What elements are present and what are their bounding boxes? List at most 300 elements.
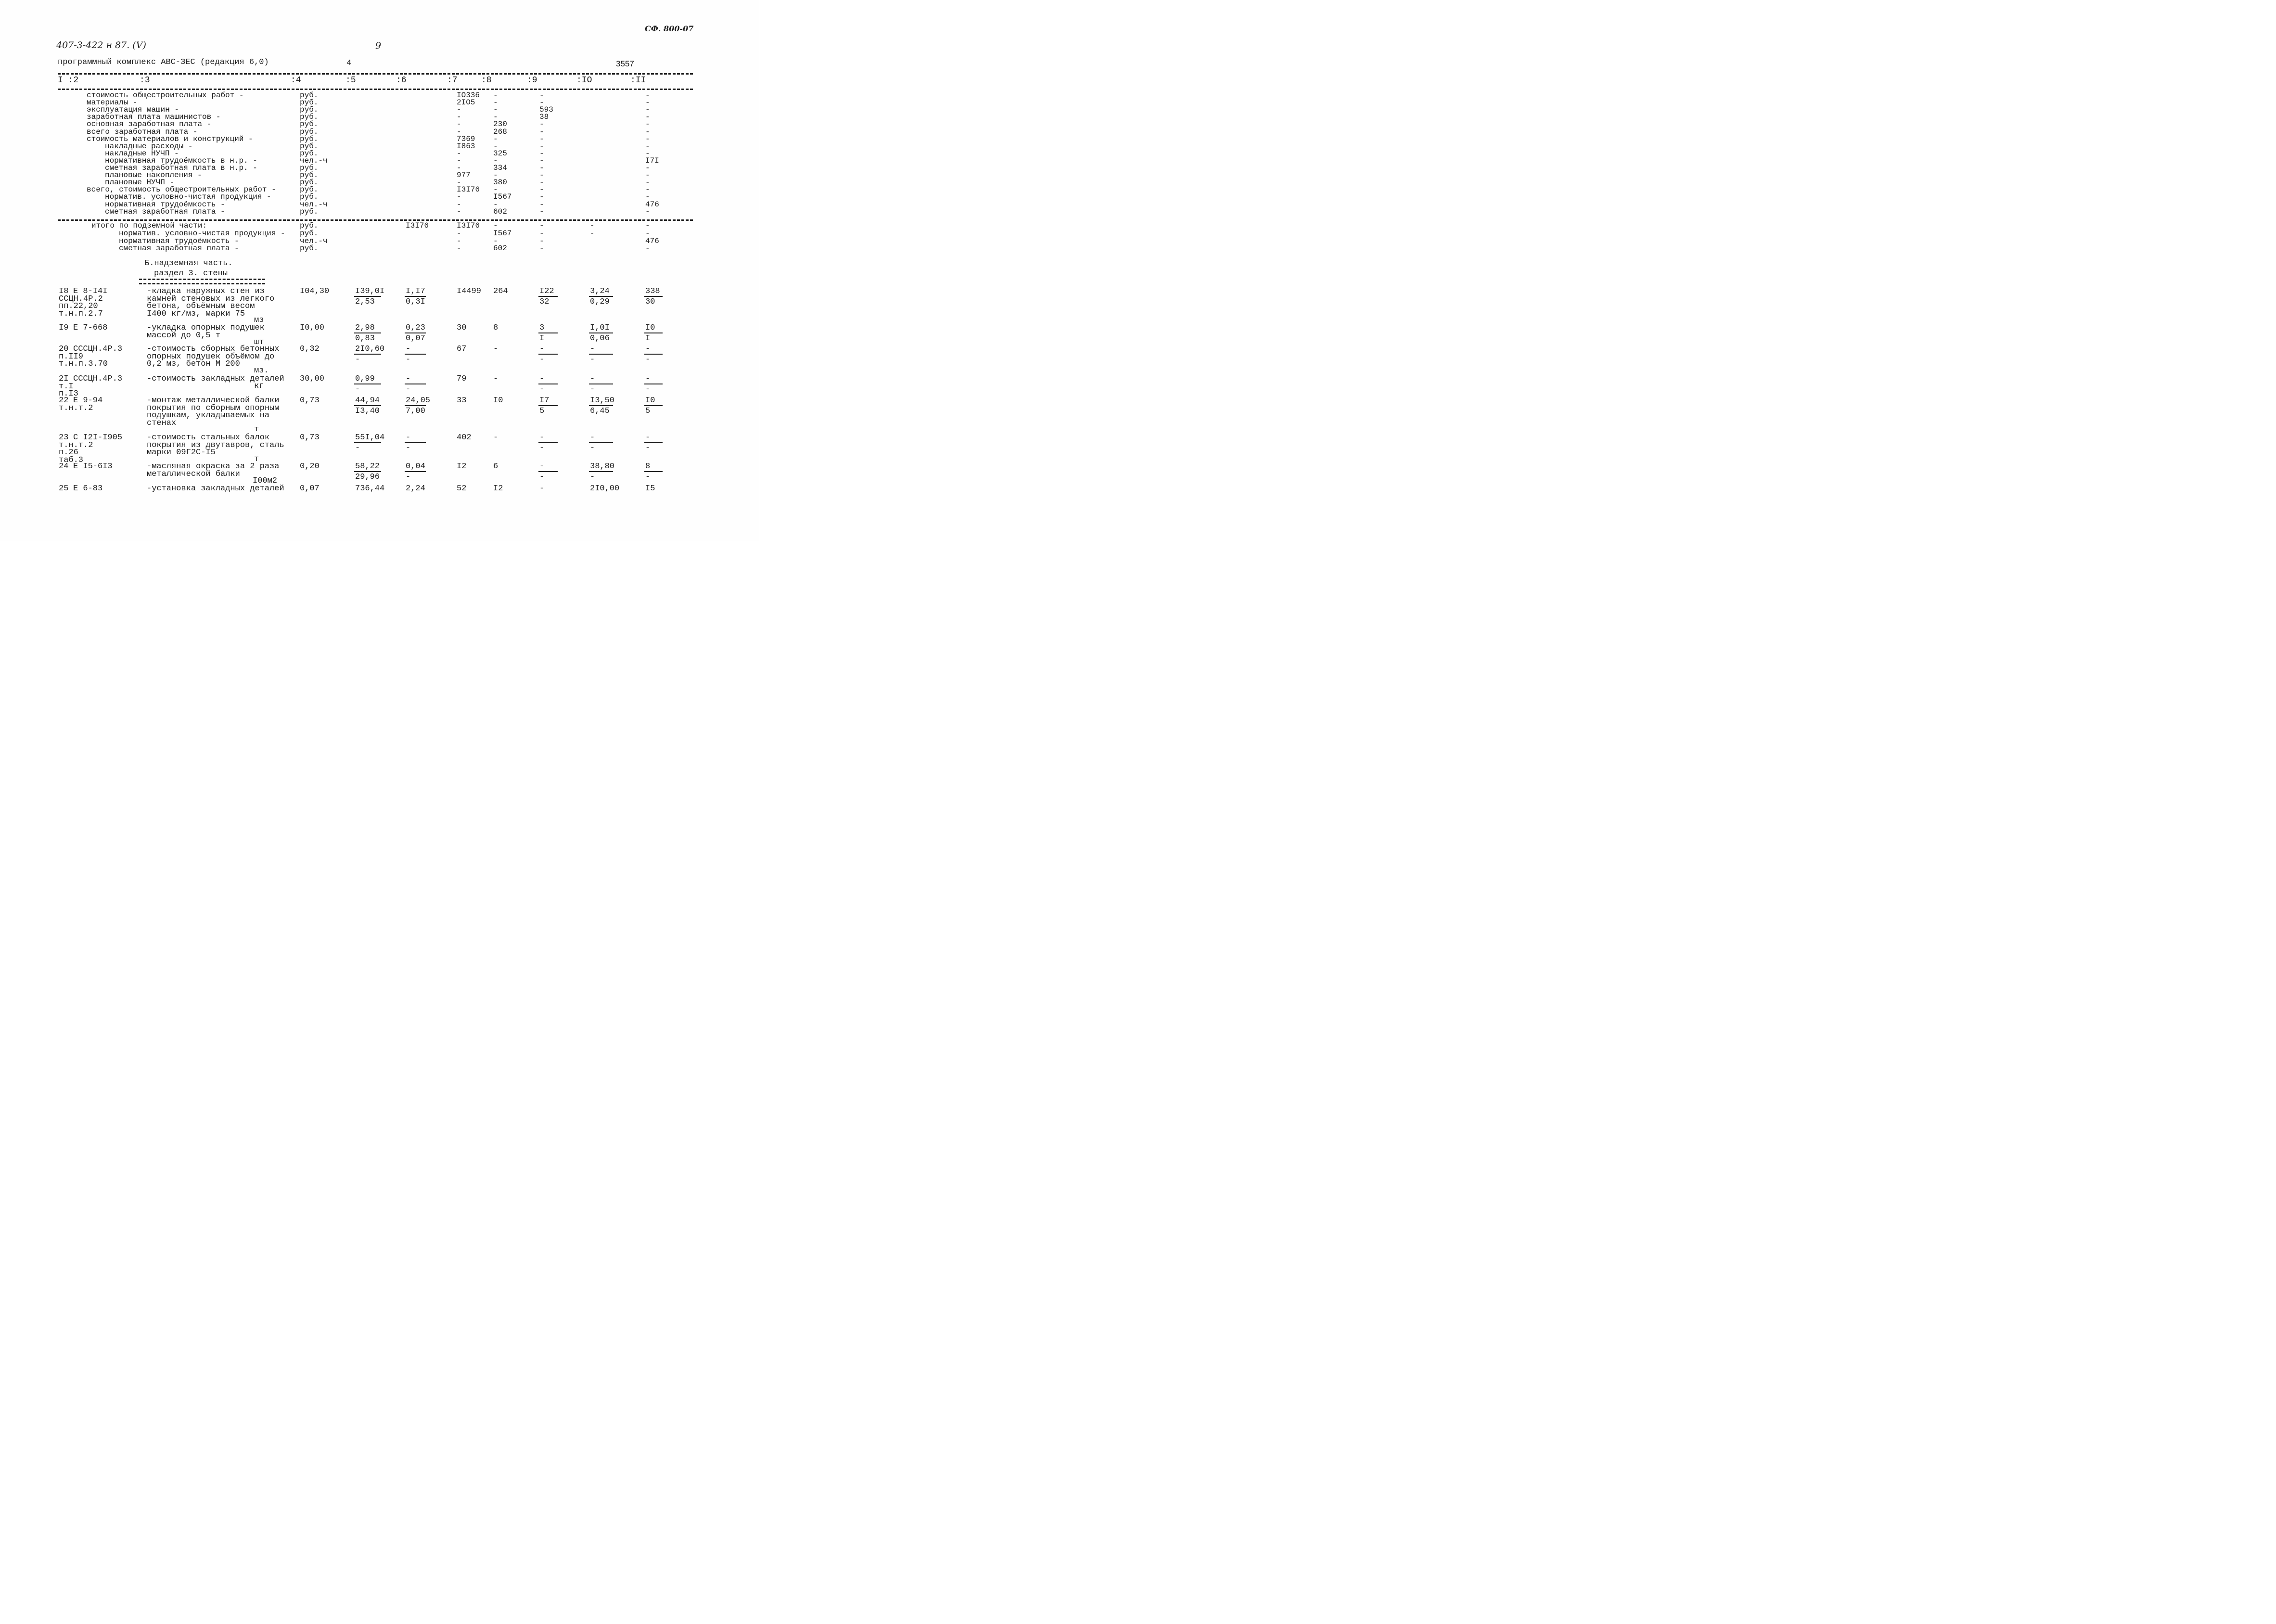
col-header-4: :4 bbox=[291, 76, 301, 85]
item-description: подушкам, укладываемых на bbox=[147, 411, 270, 420]
item-description: камней стеновых из легкого bbox=[147, 294, 275, 304]
summary-c8: - bbox=[493, 171, 498, 180]
summary-c9: - bbox=[539, 171, 544, 180]
item-c10-bottom: 0,29 bbox=[590, 297, 610, 307]
col-header-10: :IO bbox=[576, 76, 592, 85]
item-c6-top: - bbox=[406, 374, 411, 384]
summary-c7: - bbox=[457, 178, 461, 187]
item-c6-top: - bbox=[406, 345, 411, 354]
item-c6-bottom: - bbox=[406, 385, 411, 394]
summary-c8: 380 bbox=[493, 178, 507, 187]
fraction-rule bbox=[538, 332, 558, 333]
summary-unit: руб. bbox=[300, 185, 319, 194]
item-code: Е I5-6I3 bbox=[73, 462, 113, 471]
underground-row-c7: - bbox=[457, 229, 461, 238]
item-c6-bottom: 0,3I bbox=[406, 297, 425, 307]
item-quantity: 0,07 bbox=[300, 484, 320, 493]
summary-label: всего, стоимость общестроительных работ - bbox=[87, 185, 276, 194]
summary-c11: - bbox=[645, 178, 650, 187]
underground-row-c7: - bbox=[457, 236, 461, 245]
summary-c7: 7369 bbox=[457, 134, 475, 143]
item-c10-top: 2I0,00 bbox=[590, 484, 620, 493]
item-description: 0,2 мз, бетон М 200 bbox=[147, 359, 240, 369]
item-c11-top: I5 bbox=[645, 484, 655, 493]
item-number: I9 bbox=[59, 323, 69, 332]
summary-unit: руб. bbox=[300, 113, 319, 122]
item-unit: мз. bbox=[254, 366, 269, 375]
header-rule-bottom bbox=[58, 89, 693, 90]
summary-c8: - bbox=[493, 91, 498, 100]
underground-row-c9: - bbox=[539, 229, 544, 238]
item-c11-top: - bbox=[645, 345, 651, 354]
item-description: -укладка опорных подушек bbox=[147, 323, 265, 332]
item-description: -установка закладных деталей bbox=[147, 484, 284, 493]
col-header-3: :3 bbox=[140, 76, 150, 85]
summary-c7: 977 bbox=[457, 171, 471, 180]
underground-row-c9: - bbox=[539, 244, 544, 253]
item-code: Е 9-94 bbox=[73, 396, 103, 405]
summary-label: сметная заработная плата в н.р. - bbox=[105, 164, 257, 172]
summary-c7: - bbox=[457, 207, 461, 216]
fraction-rule bbox=[405, 354, 426, 355]
underground-row-c11: - bbox=[645, 244, 650, 253]
column-four-label: 4 bbox=[346, 59, 352, 68]
item-c6-top: - bbox=[406, 433, 411, 442]
summary-c11: I7I bbox=[645, 156, 659, 165]
fraction-rule bbox=[589, 471, 613, 472]
underground-row-c8: 602 bbox=[493, 244, 507, 253]
item-c8: - bbox=[493, 345, 499, 354]
underground-row-label: норматив. условно-чистая продукция - bbox=[119, 229, 285, 238]
item-c9-bottom: I bbox=[539, 334, 545, 343]
summary-c11: - bbox=[645, 207, 650, 216]
item-c10-bottom: - bbox=[590, 444, 595, 453]
underground-total-c11: - bbox=[645, 221, 650, 230]
summary-c9: - bbox=[539, 178, 544, 187]
summary-c8: 602 bbox=[493, 207, 507, 216]
item-description: покрытия по сборным опорным bbox=[147, 403, 280, 413]
item-description: -стоимость сборных бетонных bbox=[147, 345, 280, 354]
fraction-rule bbox=[538, 405, 558, 406]
item-code: п.II9 bbox=[59, 352, 84, 361]
summary-label: эксплуатация машин - bbox=[87, 105, 179, 115]
item-quantity: 0,20 bbox=[300, 462, 320, 471]
item-c5-bottom: - bbox=[355, 385, 360, 394]
summary-label: нормативная трудоёмкость в н.р. - bbox=[105, 156, 257, 165]
summary-c11: - bbox=[645, 185, 650, 194]
summary-c7: - bbox=[457, 113, 461, 122]
item-c5-top: 58,22 bbox=[355, 462, 380, 471]
section-title: раздел 3. стены bbox=[154, 269, 228, 278]
summary-label: плановые накопления - bbox=[105, 171, 202, 180]
item-c10-bottom: 0,06 bbox=[590, 334, 610, 343]
summary-c9: 38 bbox=[539, 113, 549, 122]
summary-c9: - bbox=[539, 127, 544, 136]
item-c7: 30 bbox=[457, 323, 467, 332]
item-unit: мз bbox=[254, 316, 264, 325]
item-code: т.н.п.2.7 bbox=[59, 309, 103, 319]
fraction-rule bbox=[589, 354, 613, 355]
item-number: 24 bbox=[59, 462, 69, 471]
summary-unit: чел.-ч bbox=[300, 200, 328, 209]
col-header-9: :9 bbox=[527, 76, 537, 85]
col-header-6: :6 bbox=[396, 76, 407, 85]
summary-c7: - bbox=[457, 200, 461, 209]
summary-label: материалы - bbox=[87, 98, 138, 107]
item-c9-bottom: 5 bbox=[539, 407, 545, 416]
item-c9-bottom: 32 bbox=[539, 297, 550, 307]
item-c11-top: 338 bbox=[645, 287, 660, 296]
summary-c8: - bbox=[493, 98, 498, 107]
item-c10-top: 38,80 bbox=[590, 462, 615, 471]
summary-c9: - bbox=[539, 120, 544, 129]
item-c9-top: - bbox=[539, 462, 545, 471]
page-number: 9 bbox=[375, 40, 382, 51]
summary-unit: руб. bbox=[300, 91, 319, 100]
item-c11-bottom: - bbox=[645, 473, 651, 482]
fraction-rule bbox=[538, 296, 558, 297]
summary-label: накладные НУЧП - bbox=[105, 149, 179, 158]
underground-total-c6: I3I76 bbox=[406, 221, 429, 230]
summary-c7: - bbox=[457, 149, 461, 158]
item-description: -монтаж металлической балки bbox=[147, 396, 280, 405]
fraction-rule bbox=[644, 354, 663, 355]
underground-row-unit: руб. bbox=[300, 229, 319, 238]
summary-c7: I3I76 bbox=[457, 185, 480, 194]
item-code: т.I bbox=[59, 382, 74, 391]
item-c10-bottom: 6,45 bbox=[590, 407, 610, 416]
summary-label: плановые НУЧП - bbox=[105, 178, 175, 187]
fraction-rule bbox=[354, 354, 381, 355]
summary-c7: 2IO5 bbox=[457, 98, 475, 107]
item-unit: кг bbox=[254, 382, 264, 391]
item-number: 23 bbox=[59, 433, 69, 442]
item-c10-bottom: - bbox=[590, 385, 595, 394]
item-unit: шт bbox=[254, 338, 264, 347]
item-c9-top: - bbox=[539, 345, 545, 354]
summary-c7: - bbox=[457, 164, 461, 172]
item-c11-top: - bbox=[645, 433, 651, 442]
summary-c8: 230 bbox=[493, 120, 507, 129]
summary-c9: - bbox=[539, 192, 544, 202]
item-c8: I0 bbox=[493, 396, 503, 405]
fraction-rule bbox=[405, 296, 426, 297]
summary-unit: руб. bbox=[300, 134, 319, 143]
fraction-rule bbox=[354, 442, 381, 443]
item-c6-bottom: - bbox=[406, 355, 411, 364]
item-code: пп.22,20 bbox=[59, 302, 98, 311]
item-c11-bottom: - bbox=[645, 355, 651, 364]
fraction-rule bbox=[354, 405, 381, 406]
item-description: массой до 0,5 т bbox=[147, 331, 221, 340]
underground-total-c10: - bbox=[590, 221, 595, 230]
item-c9-top: - bbox=[539, 374, 545, 384]
item-description: покрытия из двутавров, сталь bbox=[147, 440, 284, 450]
item-code: т.н.т.2 bbox=[59, 403, 93, 413]
item-code: п.26 bbox=[59, 448, 78, 457]
item-quantity: 0,32 bbox=[300, 345, 320, 354]
summary-unit: руб. bbox=[300, 171, 319, 180]
fraction-rule bbox=[354, 332, 381, 333]
code-3557: 3557 bbox=[616, 59, 634, 68]
part-title: Б.надземная часть. bbox=[144, 259, 233, 268]
summary-unit: руб. bbox=[300, 178, 319, 187]
item-c6-top: 0,04 bbox=[406, 462, 425, 471]
item-c10-top: I,0I bbox=[590, 323, 610, 332]
corner-code: СФ. 800-07 bbox=[645, 24, 694, 33]
summary-c11: - bbox=[645, 127, 650, 136]
fraction-rule bbox=[644, 296, 663, 297]
item-c11-top: I0 bbox=[645, 323, 655, 332]
item-description: -стоимость стальных балок bbox=[147, 433, 270, 442]
summary-label: стоимость общестроительных работ - bbox=[87, 91, 244, 100]
fraction-rule bbox=[405, 332, 426, 333]
fraction-rule bbox=[644, 332, 663, 333]
item-c5-top: 55I,04 bbox=[355, 433, 385, 442]
item-c6-top: 2,24 bbox=[406, 484, 425, 493]
summary-c7: - bbox=[457, 156, 461, 165]
summary-label: всего заработная плата - bbox=[87, 127, 198, 136]
summary-c9: - bbox=[539, 207, 544, 216]
item-c6-bottom: - bbox=[406, 444, 411, 453]
underground-row-unit: руб. bbox=[300, 244, 319, 253]
fraction-rule bbox=[589, 442, 613, 443]
item-c10-top: I3,50 bbox=[590, 396, 615, 405]
underground-total-title: итого по подземной части: bbox=[91, 221, 207, 230]
summary-c9: - bbox=[539, 141, 544, 151]
item-code: Е 7-668 bbox=[73, 323, 108, 332]
fraction-rule bbox=[538, 442, 558, 443]
item-code: ССЦН.4Р.2 bbox=[59, 294, 103, 304]
summary-c7: IO336 bbox=[457, 91, 480, 100]
item-code: п.I3 bbox=[59, 389, 78, 398]
item-c11-bottom: - bbox=[645, 385, 651, 394]
summary-c8: 334 bbox=[493, 164, 507, 172]
item-code: таб.3 bbox=[59, 455, 84, 465]
summary-c9: - bbox=[539, 156, 544, 165]
item-c5-bottom: 29,96 bbox=[355, 473, 380, 482]
summary-label: стоимость материалов и конструкций - bbox=[87, 134, 253, 143]
item-number: 2I bbox=[59, 374, 69, 384]
underground-total-c7: I3I76 bbox=[457, 221, 480, 230]
summary-c11: - bbox=[645, 164, 650, 172]
summary-unit: руб. bbox=[300, 149, 319, 158]
col-header-7: :7 bbox=[447, 76, 458, 85]
item-quantity: I0,00 bbox=[300, 323, 325, 332]
item-c8: 8 bbox=[493, 323, 499, 332]
fraction-rule bbox=[405, 471, 426, 472]
item-code: т.н.п.3.70 bbox=[59, 359, 108, 369]
summary-c9: - bbox=[539, 149, 544, 158]
item-c7: 52 bbox=[457, 484, 467, 493]
summary-c8: - bbox=[493, 185, 498, 194]
item-c10-top: - bbox=[590, 374, 595, 384]
fraction-rule bbox=[405, 405, 426, 406]
summary-c9: 593 bbox=[539, 105, 553, 115]
summary-unit: руб. bbox=[300, 98, 319, 107]
item-c7: I4499 bbox=[457, 287, 482, 296]
fraction-rule bbox=[644, 471, 663, 472]
summary-c8: - bbox=[493, 105, 498, 115]
summary-unit: руб. bbox=[300, 120, 319, 129]
item-c6-bottom: - bbox=[406, 473, 411, 482]
summary-c9: - bbox=[539, 91, 544, 100]
summary-label: сметная заработная плата - bbox=[105, 207, 225, 216]
summary-c11: - bbox=[645, 171, 650, 180]
document-page bbox=[0, 0, 759, 541]
item-c5-top: 2,98 bbox=[355, 323, 375, 332]
item-c7: 33 bbox=[457, 396, 467, 405]
item-quantity: 0,73 bbox=[300, 433, 320, 442]
item-c5-top: 736,44 bbox=[355, 484, 385, 493]
underground-row-label: нормативная трудоёмкость - bbox=[119, 236, 239, 245]
item-quantity: I04,30 bbox=[300, 287, 330, 296]
summary-c11: - bbox=[645, 113, 650, 122]
item-c10-top: - bbox=[590, 345, 595, 354]
item-code: т.н.т.2 bbox=[59, 440, 93, 450]
item-c7: I2 bbox=[457, 462, 467, 471]
item-description: опорных подушек объёмом до bbox=[147, 352, 275, 361]
item-code: С I2I-I905 bbox=[73, 433, 123, 442]
item-description: -масляная окраска за 2 раза bbox=[147, 462, 280, 471]
summary-c8: - bbox=[493, 156, 498, 165]
fraction-rule bbox=[589, 332, 613, 333]
item-c9-top: - bbox=[539, 433, 545, 442]
summary-c8: - bbox=[493, 200, 498, 209]
underground-row-c9: - bbox=[539, 236, 544, 245]
item-number: 20 bbox=[59, 345, 69, 354]
summary-c9: - bbox=[539, 185, 544, 194]
item-c7: 67 bbox=[457, 345, 467, 354]
item-unit: I00м2 bbox=[253, 476, 278, 486]
item-c8: I2 bbox=[493, 484, 503, 493]
fraction-rule bbox=[354, 296, 381, 297]
item-code: СССЦН.4Р.3 bbox=[73, 374, 123, 384]
underground-row-c8: I567 bbox=[493, 229, 512, 238]
summary-c8: - bbox=[493, 134, 498, 143]
section-title-double-rule bbox=[139, 279, 265, 284]
summary-unit: руб. bbox=[300, 127, 319, 136]
summary-c7: - bbox=[457, 105, 461, 115]
underground-row-label: сметная заработная плата - bbox=[119, 244, 239, 253]
col-header-8: :8 bbox=[481, 76, 492, 85]
fraction-rule bbox=[538, 471, 558, 472]
doc-number: 407-3-422 н 87. (V) bbox=[56, 40, 146, 51]
underground-row-c10: - bbox=[590, 229, 595, 238]
item-c5-top: 2I0,60 bbox=[355, 345, 385, 354]
item-c10-bottom: - bbox=[590, 355, 595, 364]
item-c9-bottom: - bbox=[539, 444, 545, 453]
summary-c7: - bbox=[457, 120, 461, 129]
fraction-rule bbox=[589, 405, 613, 406]
item-code: Е 6-83 bbox=[73, 484, 103, 493]
summary-c9: - bbox=[539, 164, 544, 172]
fraction-rule bbox=[644, 405, 663, 406]
item-c9-bottom: - bbox=[539, 355, 545, 364]
fraction-rule bbox=[405, 442, 426, 443]
program-line: программный комплекс АВС-ЗЕС (редакция 6,0) bbox=[58, 58, 269, 67]
item-c10-bottom: - bbox=[590, 473, 595, 482]
item-c5-top: 44,94 bbox=[355, 396, 380, 405]
item-c6-top: 0,23 bbox=[406, 323, 425, 332]
summary-c9: - bbox=[539, 134, 544, 143]
summary-unit: чел.-ч bbox=[300, 156, 328, 165]
item-c8: - bbox=[493, 374, 499, 384]
underground-row-c11: - bbox=[645, 229, 650, 238]
item-number: 25 bbox=[59, 484, 69, 493]
item-description: стенах bbox=[147, 418, 177, 428]
summary-c7: - bbox=[457, 127, 461, 136]
item-c5-top: 0,99 bbox=[355, 374, 375, 384]
item-c6-bottom: 7,00 bbox=[406, 407, 425, 416]
item-c9-top: I7 bbox=[539, 396, 550, 405]
summary-label: заработная плата машинистов - bbox=[87, 113, 221, 122]
fraction-rule bbox=[644, 442, 663, 443]
header-rule-top bbox=[58, 73, 693, 75]
item-unit: т bbox=[254, 425, 259, 434]
item-c5-bottom: 2,53 bbox=[355, 297, 375, 307]
item-c6-top: 24,05 bbox=[406, 396, 431, 405]
col-header-5: :5 bbox=[345, 76, 356, 85]
summary-c7: I863 bbox=[457, 141, 475, 151]
underground-row-c8: - bbox=[493, 236, 498, 245]
summary-divider bbox=[58, 219, 693, 221]
summary-c9: - bbox=[539, 98, 544, 107]
item-unit: т bbox=[254, 455, 259, 464]
summary-c8: 325 bbox=[493, 149, 507, 158]
item-c6-bottom: 0,07 bbox=[406, 334, 425, 343]
item-description: бетона, объёмным весом bbox=[147, 302, 255, 311]
item-c8: 264 bbox=[493, 287, 508, 296]
item-c7: 79 bbox=[457, 374, 467, 384]
item-c8: - bbox=[493, 433, 499, 442]
summary-c8: I567 bbox=[493, 192, 512, 202]
summary-c7: - bbox=[457, 192, 461, 202]
underground-row-c7: - bbox=[457, 244, 461, 253]
underground-total-unit: руб. bbox=[300, 221, 319, 230]
summary-label: норматив. условно-чистая продукция - bbox=[105, 192, 271, 202]
col-header-1-2: I :2 bbox=[58, 76, 79, 85]
item-c10-top: - bbox=[590, 433, 595, 442]
item-c8: 6 bbox=[493, 462, 499, 471]
summary-c11: - bbox=[645, 192, 650, 202]
item-code: Е 8-I4I bbox=[73, 287, 108, 296]
summary-c11: - bbox=[645, 105, 650, 115]
item-description: металлической балки bbox=[147, 469, 240, 479]
summary-c8: - bbox=[493, 113, 498, 122]
summary-c11: 476 bbox=[645, 200, 659, 209]
item-description: I400 кг/мз, марки 75 bbox=[147, 309, 245, 319]
item-c9-top: - bbox=[539, 484, 545, 493]
item-c9-top: 3 bbox=[539, 323, 545, 332]
underground-row-unit: чел.-ч bbox=[300, 236, 328, 245]
item-c11-top: 8 bbox=[645, 462, 651, 471]
col-header-11: :II bbox=[630, 76, 646, 85]
summary-label: основная заработная плата - bbox=[87, 120, 212, 129]
item-c7: 402 bbox=[457, 433, 472, 442]
item-description: марки 09Г2С-I5 bbox=[147, 448, 216, 457]
summary-unit: руб. bbox=[300, 141, 319, 151]
summary-c11: - bbox=[645, 149, 650, 158]
item-quantity: 0,73 bbox=[300, 396, 320, 405]
summary-c11: - bbox=[645, 134, 650, 143]
fraction-rule bbox=[589, 296, 613, 297]
summary-c11: - bbox=[645, 141, 650, 151]
summary-label: нормативная трудоёмкость - bbox=[105, 200, 225, 209]
summary-c9: - bbox=[539, 200, 544, 209]
item-description: -стоимость закладных деталей bbox=[147, 374, 284, 384]
item-c11-bottom: - bbox=[645, 444, 651, 453]
